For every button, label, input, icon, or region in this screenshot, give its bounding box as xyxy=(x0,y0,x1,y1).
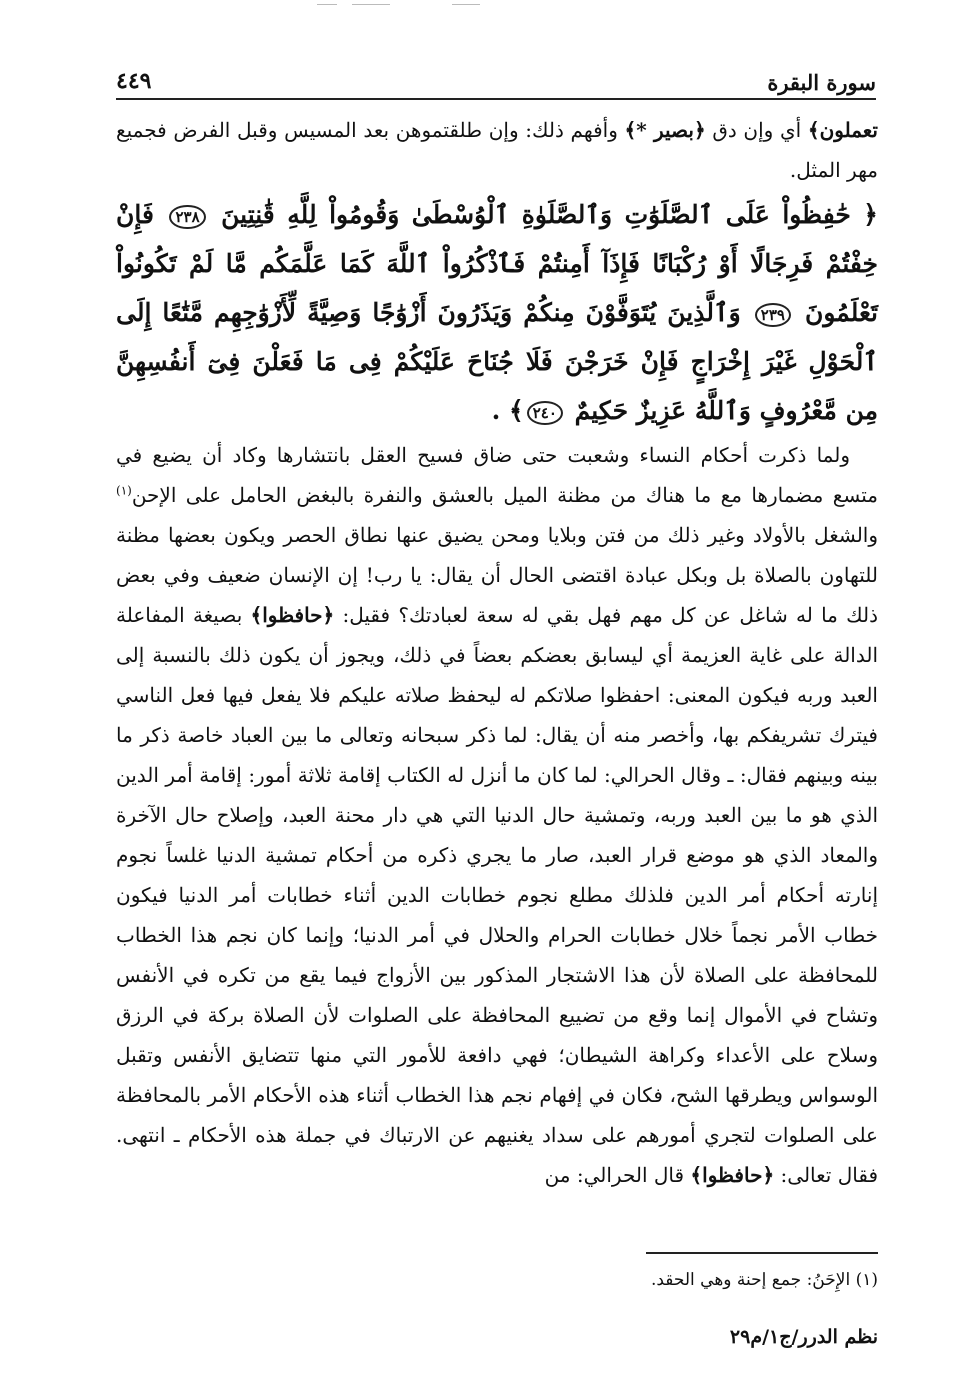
running-header xyxy=(116,64,876,100)
quran-word-bold: ﴿حافظوا﴾ xyxy=(250,603,335,627)
paragraph-text: قال الحرالي: من xyxy=(544,1163,691,1187)
paragraph-text: بصيغة المفاعلة الدالة على غاية العزيمة أي ليسابق بعضكم بعضاً في ذلك، ويجوز أن يكون ذلك بالنسبة إلى العبد وربه فيكون المعنى: احفظوا صلاتكم له ليحفظ صلاته عليكم فلا يفعل فيها فعل الناسي فيترك تشريفكم بها، وأخصر منه أن يقال: لما ذكر سبحانه وتعالى ما بين العباد خاصة ذكر ما بينه وبينهم فقال: ـ وقال الحرالي: لما كان ما أنزل له الكتاب إقامة ثلاثة أمور: إقامة أمر الدين الذي هو ما بين العبد وربه، وتمشية حال الدنيا التي هي دار محنة العبد، وإصلاح حال الآخرة والمعاد الذي هو موضع قرار العبد، صار ما يجري ذكره من أحكام تمشية الدنيا غلساً نجوم إنارته أحكام أمر الدين فلذلك مطلع نجوم خطابات الدين أثناء خطابات أمر الدنيا فيكون خطاب الأمر نجماً خلال خطابات الحرام والحلال في أمر الدنيا؛ وإنما كان نجم هذا الخطاب للمحافظة على الصلاة لأن هذا الاشتجار المذكور بين الأزواج فيما يقع من تكره في الأنفس وتشاح في الأموال إنما وقع من تضييع المحافظة على الصلوات لأن الصلاة بركة في الرزق وسلاح على الأعداء وكراهة الشيطان؛ فهي دافعة للأمور التي منها تتضايق الأنفس وتقبل الوسواس ويطرقها الشح، فكان في إفهام نجم هذا الخطاب أثناء هذه الأحكام الأمر بالمحافظة على الصلوات لتجري أمورهم على سداد يغنيهم عن الارتباك في جملة هذه الأحكام ـ انتهى. فقال تعالى: xyxy=(116,603,879,1187)
top-scan-marks xyxy=(0,4,963,14)
paragraph-text: والشغل بالأولاد وغير ذلك من فتن وبلايا ومحن يضيق عنها نطاق الحصر ويكون بعضها مظنة للتهاون بالصلاة بل وبكل عبادة اقتضى الحال أن يقال: يا رب! إن الإنسان ضعيف وفي بعض ذلك ما له شاغل عن كل مهم فهل بقي له سعة لعبادتك؟ فقيل: xyxy=(116,523,878,627)
signature-reference: نظم الدرر/ج١/م٢٩ xyxy=(729,1326,878,1348)
paragraph-text: أي وإن دق xyxy=(705,118,808,142)
surah-title: سورة البقرة xyxy=(767,70,876,95)
verse-text: ﴿ حَٰفِظُواْ عَلَى ٱلصَّلَوَٰتِ وَٱلصَّلَوٰةِ ٱلْوُسْطَىٰ وَقُومُواْ لِلَّهِ قَٰنِتِينَ xyxy=(221,200,878,229)
paragraph-continuation xyxy=(116,110,878,190)
footnote xyxy=(118,1266,878,1294)
quran-word-bold: ﴿حافظوا﴾ xyxy=(690,1163,775,1187)
verse-text: وَٱلَّذِينَ يُتَوَفَّوْنَ مِنكُمْ وَيَذَرُونَ أَزْوَٰجًا وَصِيَّةً لِّأَزْوَٰجِهِم مَّتَٰعًا إِلَى ٱلْحَوْلِ غَيْرَ إِخْرَاجٍ فَإِنْ خَرَجْنَ فَلَا جُنَاحَ عَلَيْكُمْ فِى مَا فَعَلْنَ فِىٓ أَنفُسِهِنَّ مِن مَّعْرُوفٍ وَٱللَّهُ عَزِيزٌ حَكِيمٌ xyxy=(116,298,878,425)
ayah-number-mark: ٢٣٨ xyxy=(169,205,205,229)
quran-verse-block xyxy=(116,190,878,435)
footnote-divider xyxy=(646,1252,878,1254)
ayah-number-mark: ٢٤٠ xyxy=(527,401,563,425)
footnote-reference[interactable]: (١) xyxy=(116,483,132,498)
paragraph-text: وأفهم ذلك: وإن طلقتموهن بعد المسيس وقبل الفرض فجميع مهر المثل. xyxy=(116,118,878,182)
paragraph-text: ولما ذكرت أحكام النساء وشعبت حتى ضاق فسيح العقل بانتشارها وكاد أن يضيع في متسع مضمارها مع ما هناك من مظنة الميل بالعشق والنفرة بالبغض الحامل على الإحن xyxy=(116,443,878,507)
ayah-number-mark: ٢٣٩ xyxy=(755,303,791,327)
footnote-text: الإِحَنُ: جمع إحنة وهي الحقد. xyxy=(650,1270,851,1290)
verse-close: ﴾ . xyxy=(491,396,524,425)
main-text xyxy=(116,110,878,1195)
quran-word-bold: ﴿بصير *﴾ xyxy=(624,118,706,142)
verse-text: فَإِنْ خِفْتُمْ فَرِجَالًا أَوْ رُكْبَانًا فَإِذَآ أَمِنتُمْ فَٱذْكُرُواْ ٱللَّهَ كَمَا عَلَّمَكُم مَّا لَمْ تَكُونُواْ تَعْلَمُونَ xyxy=(116,200,878,327)
quran-word-bold: تعملون﴾ xyxy=(807,118,878,142)
footnote-number: (١) xyxy=(855,1270,878,1290)
page-number: ٤٤٩ xyxy=(116,68,152,94)
commentary-paragraph xyxy=(116,435,878,1195)
